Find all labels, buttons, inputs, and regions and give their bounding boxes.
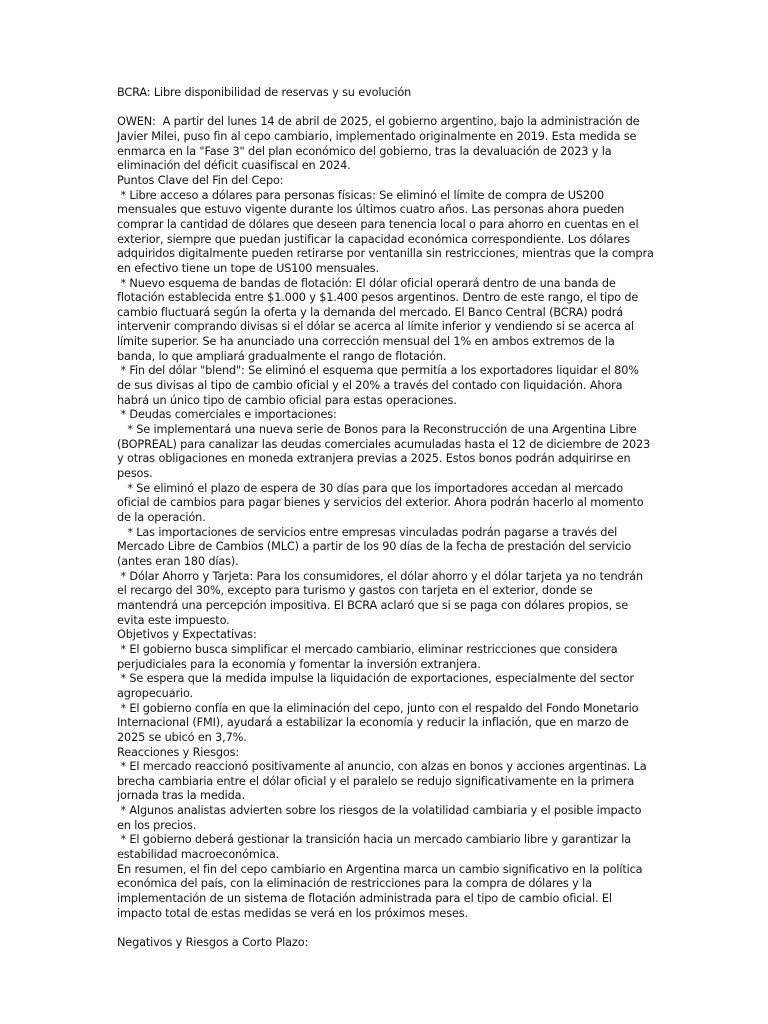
section-heading: Reacciones y Riesgos: bbox=[117, 745, 239, 759]
section-heading: Objetivos y Expectativas: bbox=[117, 628, 257, 642]
bullet-item: * Fin del dólar "blend": Se eliminó el esquema que permitía a los exportadores liquidar el 80% de sus divisas al tipo de cambio oficial y el 20% a través del contado con liquidación. Ahora habrá un único tipo de cambio oficial para estas operaciones. bbox=[117, 364, 643, 407]
bullet-item: * Nuevo esquema de bandas de flotación: El dólar oficial operará dentro de una banda de flotación establecida entre $1.000 y $1.400 pesos argentinos. Dentro de este rango, el tipo de cambio fluctuará según la oferta y la demanda del mercado. El Banco Central (BCRA) podrá intervenir comprando divisas si el dólar se acerca al límite inferior y vendiendo si se acerca al límite superior. Se ha anunciado una corrección mensual del 1% en ambos extremos de la banda, lo que ampliará gradualmente el rango de flotación. bbox=[117, 276, 642, 363]
footer-heading: Negativos y Riesgos a Corto Plazo: bbox=[117, 936, 309, 950]
sub-bullet-item: * Se eliminó el plazo de espera de 30 días para que los importadores accedan al mercado oficial de cambios para pagar bienes y servicios del exterior. Ahora podrán hacerlo al momento de la operación. bbox=[117, 481, 648, 525]
blank-line bbox=[117, 921, 655, 936]
summary-paragraph: En resumen, el fin del cepo cambiario en Argentina marca un cambio significativo en la política económica del país, con la eliminación de restricciones para la compra de dólares y la implementación de un sistema de flotación administrada para el tipo de cambio oficial. El impacto total de estas medidas se verá en los próximos meses. bbox=[117, 862, 646, 920]
bullet-item: * El gobierno deberá gestionar la transición hacia un mercado cambiario libre y garantizar la estabilidad macroeconómica. bbox=[117, 833, 635, 862]
bullet-item: * El gobierno busca simplificar el mercado cambiario, eliminar restricciones que considera perjudiciales para la economía y fomentar la inversión extranjera. bbox=[117, 642, 622, 671]
intro-paragraph: OWEN: A partir del lunes 14 de abril de 2025, el gobierno argentino, bajo la administración de Javier Milei, puso fin al cepo cambiario, implementado originalmente en 2019. Esta medida se enmarca en la "Fase 3" del plan económico del gobierno, tras la devaluación de 2023 y la eliminación del déficit cuasifiscal en 2024. bbox=[117, 115, 643, 173]
document-page bbox=[117, 86, 658, 951]
bullet-item: * Se espera que la medida impulse la liquidación de exportaciones, especialmente del sector agropecuario. bbox=[117, 672, 638, 700]
bullet-item: * El mercado reaccionó positivamente al anuncio, con alzas en bonos y acciones argentinas. La brecha cambiaria entre el dólar oficial y el paralelo se redujo significativamente en la primera jornada tras la medida. bbox=[117, 760, 650, 803]
sub-bullet-item: * Las importaciones de servicios entre empresas vinculadas podrán pagarse a través del Mercado Libre de Cambios (MLC) a partir de los 90 días de la fecha de prestación del servicio (antes eran 180 días). bbox=[117, 525, 635, 568]
bullet-item: * Algunos analistas advierten sobre los riesgos de la volatilidad cambiaria y el posible impacto en los precios. bbox=[117, 804, 645, 832]
document-title: BCRA: Libre disponibilidad de reservas y su evolución bbox=[117, 86, 412, 99]
bullet-item: * El gobierno confía en que la eliminación del cepo, junto con el respaldo del Fondo Monetario Internacional (FMI), ayudará a estabilizar la economía y reducir la inflación, que en marzo de 2025 se ubicó en 3,7%. bbox=[117, 701, 642, 744]
bullet-item: * Libre acceso a dólares para personas físicas: Se eliminó el límite de compra de US200 mensuales que estuvo vigente durante los últimos cuatro años. Las personas ahora pueden comprar la cantidad de dólares que deseen para tenencia local o para ahorro en cuentas en el exterior, siempre que puedan justificar la capacidad económica correspondiente. Los dólares adquiridos digitalmente pueden retirarse por ventanilla sin restricciones, mientras que la compra en efectivo tiene un tope de US100 mensuales. bbox=[117, 188, 658, 275]
sub-bullet-item: * Se implementará una nueva serie de Bonos para la Reconstrucción de una Argentina Libre (BOPREAL) para canalizar las deudas comerciales acumuladas hasta el 12 de diciembre de 2023 y otras obligaciones en moneda extranjera previas a 2025. Estos bonos podrán adquirirse en pesos. bbox=[117, 423, 654, 481]
bullet-item: * Dólar Ahorro y Tarjeta: Para los consumidores, el dólar ahorro y el dólar tarjeta ya no tendrán el recargo del 30%, excepto para turismo y gastos con tarjeta en el exterior, donde se mantendrá una percepción impositiva. El BCRA aclaró que si se paga con dólares propios, se evita este impuesto. bbox=[117, 569, 647, 627]
section-heading: Puntos Clave del Fin del Cepo: bbox=[117, 173, 284, 187]
bullet-item: * Deudas comerciales e importaciones: bbox=[117, 408, 337, 422]
blank-line bbox=[117, 101, 655, 116]
